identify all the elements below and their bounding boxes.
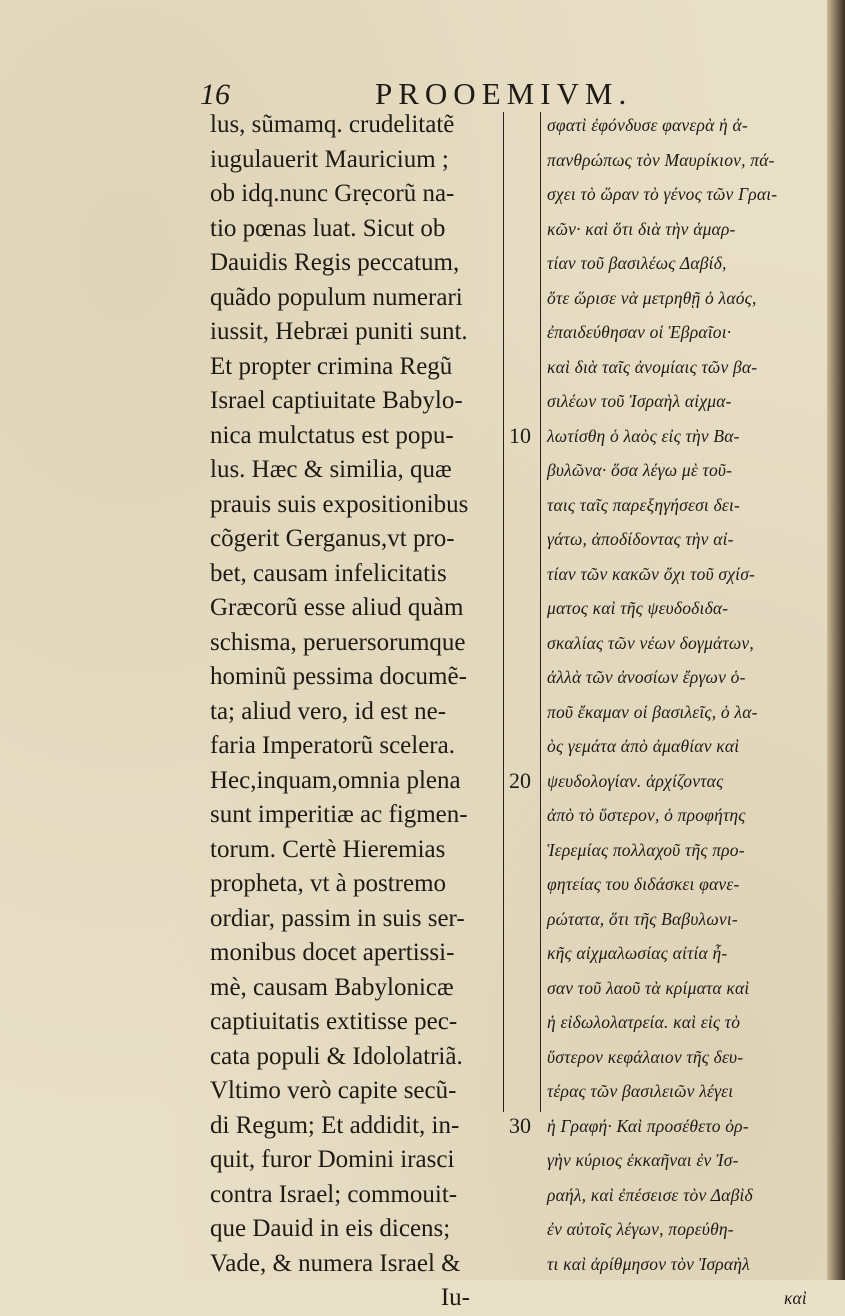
- latin-text-line: captiuitatis extitisse pec-: [210, 1008, 458, 1035]
- latin-text-line: Vade, & numera Israel &: [210, 1249, 461, 1277]
- greek-text-line: ραήλ, καὶ ἐπέσεισε τὸν Δαβὶδ: [547, 1184, 753, 1205]
- latin-text-line: quãdo populum numerari: [210, 283, 463, 311]
- latin-text-line: ob idq.nunc Grẹcorũ na-: [210, 180, 455, 207]
- greek-text-line: τέρας τῶν βασιλειῶν λέγει: [547, 1081, 734, 1101]
- greek-column: [547, 108, 827, 1316]
- latin-text-line: lus. Hæc & similia, quæ: [210, 456, 452, 483]
- greek-text-line: ὕστερον κεφάλαιον τῆς δευ-: [547, 1046, 744, 1067]
- latin-text-line: schisma, peruersorumque: [210, 628, 466, 656]
- latin-text-line: sunt imperitiæ ac figmen-: [210, 801, 468, 828]
- column-rule-right: [540, 112, 541, 1112]
- latin-text-line: tio pœnas luat. Sicut ob: [210, 214, 446, 242]
- greek-text-line: γὴν κύριος ἐκκαῆναι ἐν Ἰσ-: [547, 1150, 739, 1170]
- latin-column: [210, 108, 500, 1316]
- greek-text-line: καὶ διὰ ταῖς ἀνομίαις τῶν βα-: [547, 356, 758, 377]
- greek-text-line: σκαλίας τῶν νέων δογμάτων,: [547, 632, 754, 653]
- greek-text-line: ρώτατα, ὅτι τῆς Βαβυλωνι-: [547, 908, 738, 929]
- latin-text-line: quit, furor Domini irasci: [210, 1146, 455, 1173]
- greek-text-line: ταις ταῖς παρεξηγήσεσι δει-: [547, 494, 741, 515]
- latin-text-line: di Regum; Et addidit, in-: [210, 1111, 460, 1139]
- line-number: 20: [509, 767, 531, 793]
- greek-text-line: λωτίσθη ὁ λαὸς εἰς τὴν Βα-: [547, 425, 740, 446]
- greek-catchword: καὶ: [783, 1288, 807, 1308]
- latin-text-line: Hec,inquam,omnia plena: [210, 766, 461, 794]
- greek-text-line: φητείας του διδάσκει φανε-: [547, 874, 740, 894]
- latin-text-line: nica mulctatus est popu-: [210, 421, 454, 449]
- greek-text-line: κῆς αἰχμαλωσίας αἰτία ἦ-: [547, 943, 728, 963]
- greek-text-line: ἐν αὐτοῖς λέγων, πορεύθη-: [547, 1219, 734, 1239]
- greek-text-line: ψευδολογίαν. ἀρχίζοντας: [547, 770, 724, 791]
- greek-text-line: σιλέων τοῦ Ἰσραὴλ αἰχμα-: [547, 391, 732, 411]
- latin-text-line: contra Israel; commouit-: [210, 1180, 458, 1208]
- greek-text-line: τίαν τῶν κακῶν ὄχι τοῦ σχίσ-: [547, 563, 756, 584]
- latin-catchword: Iu-: [440, 1284, 470, 1311]
- latin-text-line: monibus docet apertissi-: [210, 939, 455, 966]
- latin-text-line: prauis suis expositionibus: [210, 490, 469, 518]
- greek-text-line: γάτω, ἀποδίδοντας τὴν αἰ-: [547, 529, 734, 549]
- greek-text-line: βυλῶνα· ὅσα λέγω μὲ τοῦ-: [547, 460, 733, 480]
- line-number: 30: [509, 1112, 531, 1138]
- latin-text-line: cõgerit Gerganus,vt pro-: [210, 525, 455, 552]
- greek-text-line: ὅτε ὥρισε νὰ μετρηθῇ ὁ λαός,: [547, 287, 757, 308]
- latin-text-line: ordiar, passim in suis ser-: [210, 904, 465, 932]
- greek-text-line: ἀλλὰ τῶν ἀνοσίων ἔργων ὁ-: [547, 667, 746, 687]
- greek-text-line: τίαν τοῦ βασιλέως Δαβίδ,: [547, 253, 727, 273]
- latin-text-line: lus, sũmamq. crudelitatẽ: [210, 111, 455, 138]
- column-rule-left: [503, 112, 504, 1112]
- latin-text-line: que Dauid in eis dicens;: [210, 1215, 451, 1242]
- latin-text-line: iugulauerit Mauricium ;: [210, 145, 449, 173]
- latin-text-line: iussit, Hebræi puniti sunt.: [210, 318, 468, 345]
- latin-text-line: bet, causam infelicitatis: [210, 559, 447, 587]
- latin-text-line: Et propter crimina Regũ: [210, 352, 453, 380]
- line-number: 10: [509, 422, 531, 448]
- greek-text-line: πανθρώπως τὸν Μαυρίκιον, πά-: [547, 149, 775, 170]
- greek-text-line: σφατὶ ἐφόνδυσε φανερὰ ἡ ἀ-: [547, 115, 748, 135]
- greek-text-line: ἐπαιδεύθησαν οἱ Ἑβραῖοι·: [547, 322, 732, 342]
- greek-text-line: σχει τὸ ὥραν τὸ γένος τῶν Γραι-: [547, 184, 778, 204]
- page-number: 16: [200, 78, 230, 111]
- greek-text-line: ἡ εἰδωλολατρεία. καὶ εἰς τὸ: [547, 1012, 741, 1032]
- latin-text-line: hominũ pessima documẽ-: [210, 663, 467, 690]
- greek-text-line: κῶν· καὶ ὅτι διὰ τὴν ἁμαρ-: [547, 218, 736, 239]
- book-spine-edge: [827, 0, 845, 1280]
- greek-text-line: Ἱερεμίας πολλαχοῦ τῆς προ-: [547, 839, 745, 860]
- latin-text-line: faria Imperatorũ scelera.: [210, 732, 455, 759]
- greek-text-line: τι καὶ ἀρίθμησον τὸν Ἰσραὴλ: [547, 1253, 750, 1274]
- latin-text-line: propheta, vt à postremo: [210, 870, 447, 897]
- latin-text-line: Dauidis Regis peccatum,: [210, 249, 460, 276]
- latin-text-line: Israel captiuitate Babylo-: [210, 387, 463, 414]
- latin-text-line: cata populi & Idololatriã.: [210, 1042, 463, 1070]
- greek-text-line: ἡ Γραφή· Καὶ προσέθετο ὀρ-: [547, 1115, 749, 1136]
- latin-text-line: Græcorũ esse aliud quàm: [210, 594, 464, 621]
- greek-text-line: ὸς γεμάτα ἀπὸ ἀμαθίαν καὶ: [547, 736, 740, 756]
- greek-text-line: ποῦ ἔκαμαν οἱ βασιλεῖς, ὁ λα-: [547, 701, 758, 722]
- latin-text-line: ta; aliud vero, id est ne-: [210, 697, 447, 725]
- latin-text-line: torum. Certè Hieremias: [210, 835, 446, 863]
- greek-text-line: σαν τοῦ λαοῦ τὰ κρίματα καὶ: [547, 977, 750, 998]
- greek-text-line: ἀπὸ τὸ ὕστερον, ὁ προφήτης: [547, 805, 746, 825]
- running-head: PROOEMIVM.: [375, 76, 633, 111]
- latin-text-line: mè, causam Babylonicæ: [210, 973, 454, 1001]
- latin-text-line: Vltimo verò capite secũ-: [210, 1077, 457, 1104]
- greek-text-line: ματος καὶ τῆς ψευδοδιδα-: [547, 598, 729, 618]
